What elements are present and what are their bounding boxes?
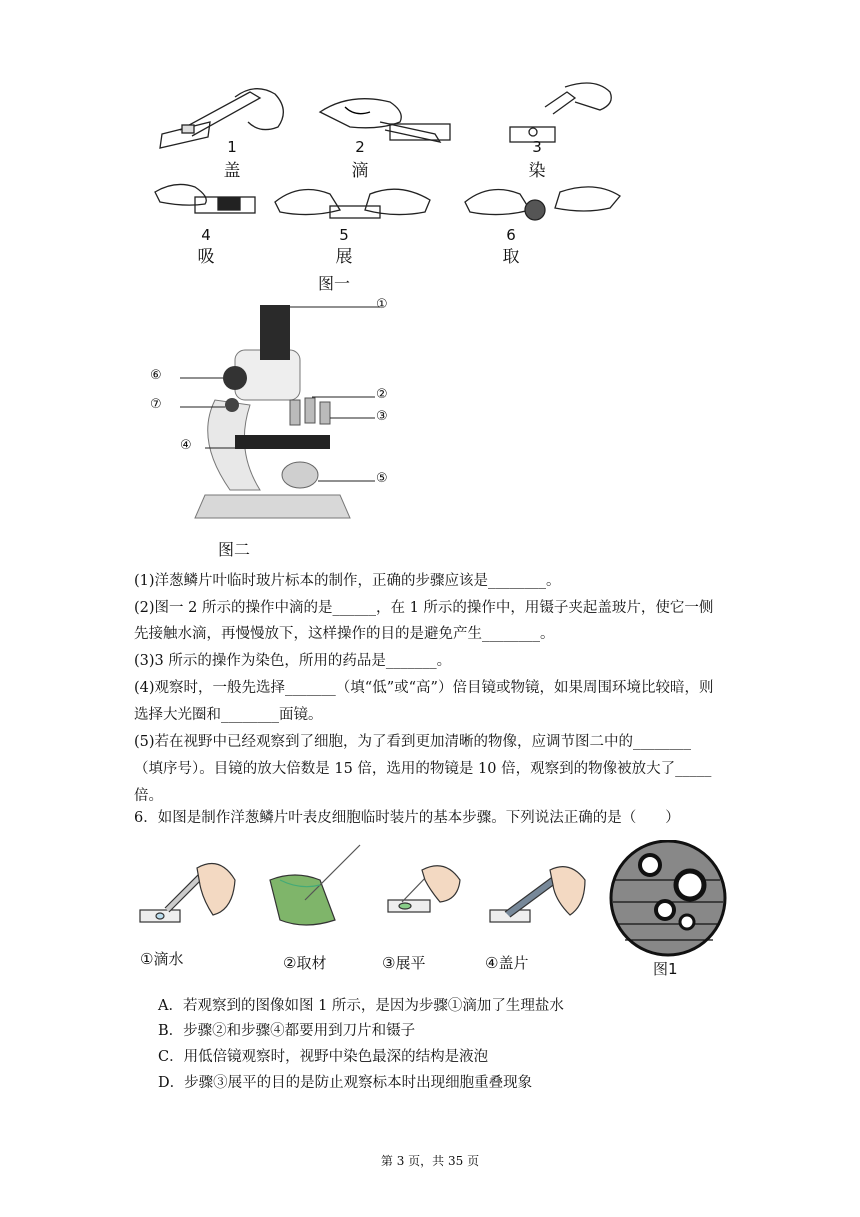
step-number: 6 [506,226,516,244]
step-label: 展 [335,247,353,267]
step-label-cover-slip: ④盖片 [485,954,529,972]
marker-4: ④ [180,438,192,453]
marker-5: ⑤ [376,471,388,486]
question-6-drawings [135,840,735,980]
marker-7: ⑦ [150,397,162,412]
option-b: B．步骤②和步骤④都要用到刀片和镊子 [158,1023,416,1039]
marker-2: ② [376,387,388,402]
step-3-drawing [510,83,611,142]
microscope-drawing [140,290,410,540]
question-6-figure [135,840,735,980]
figure-two [140,290,410,560]
question-2-line1: (2)图一 2 所示的操作中滴的是______，在 1 所示的操作中，用镊子夹起盖玻片，使它一侧 [134,600,714,616]
step-label-take-material: ②取材 [283,954,327,972]
step-number: 4 [201,226,211,244]
question-5-line3: 倍。 [134,788,163,804]
figure-1-caption: 图1 [653,960,678,978]
step-number: 3 [532,138,542,156]
figure-one [150,82,640,293]
page-footer: 第 3 页，共 35 页 [380,1154,480,1168]
option-c: C．用低倍镜观察时，视野中染色最深的结构是液泡 [158,1049,489,1065]
step-label: 取 [502,247,520,267]
question-4-line1: (4)观察时，一般先选择_______（填“低”或“高”）倍目镜或物镜，如果周围环境比较暗，则 [134,680,714,696]
option-d: D．步骤③展平的目的是防止观察标本时出现细胞重叠现象 [158,1075,533,1091]
cell-view-drawing [611,841,725,955]
spread-drawing [388,866,460,912]
marker-6: ⑥ [150,368,162,383]
step-label: 盖 [223,161,241,181]
question-5-line2: （填序号）。目镜的放大倍数是 15 倍，选用的物镜是 10 倍，观察到的物像被放大了_____ [134,761,712,777]
figure-one-caption: 图一 [318,274,351,293]
question-5-line1: (5)若在视野中已经观察到了细胞，为了看到更加清晰的物像，应调节图二中的________ [134,734,692,750]
question-1: (1)洋葱鳞片叶临时玻片标本的制作，正确的步骤应该是________。 [134,573,561,589]
take-material-drawing [270,845,360,925]
step-label-drip-water: ①滴水 [140,950,184,968]
step-2-drawing [320,99,450,142]
drip-water-drawing [140,864,235,922]
step-number: 2 [355,138,365,156]
step-label: 滴 [351,161,369,181]
step-4-drawing [155,184,255,213]
option-a: A．若观察到的图像如图 1 所示，是因为步骤①滴加了生理盐水 [158,998,564,1014]
marker-3: ③ [376,409,388,424]
question-6-stem: 6．如图是制作洋葱鳞片叶表皮细胞临时装片的基本步骤。下列说法正确的是（ ） [134,810,680,826]
marker-1: ① [376,297,388,312]
step-number: 5 [339,226,349,244]
step-label-spread: ③展平 [382,954,426,972]
step-label: 染 [528,161,546,181]
step-label: 吸 [197,247,215,267]
cover-slip-drawing [490,867,585,922]
step-6-drawing [465,187,620,220]
question-3: (3)3 所示的操作为染色，所用的药品是_______。 [134,653,452,669]
step-number: 1 [227,138,237,156]
figure-two-caption: 图二 [218,540,251,559]
question-4-line2: 选择大光圈和________面镜。 [134,707,323,723]
step-5-drawing [275,189,430,218]
question-2-line2: 先接触水滴，再慢慢放下，这样操作的目的是避免产生________。 [134,626,555,642]
